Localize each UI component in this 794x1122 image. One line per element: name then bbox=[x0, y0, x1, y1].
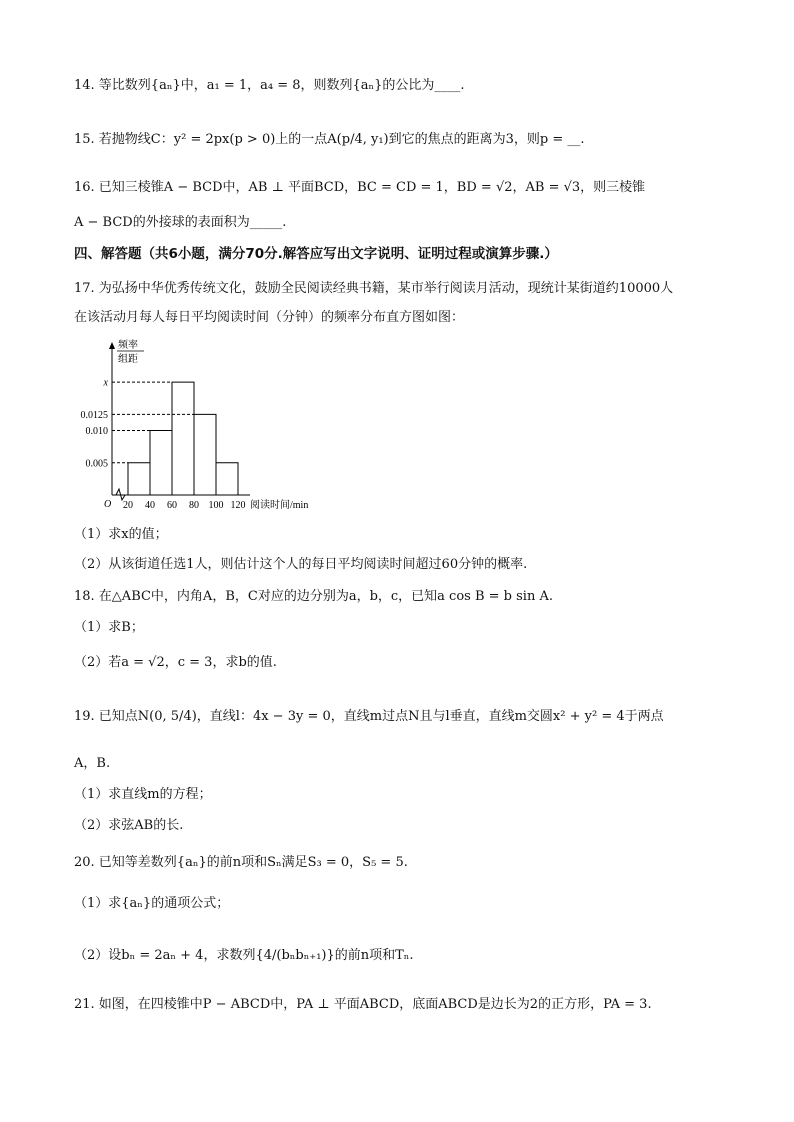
x-tick-label: 120 bbox=[230, 500, 246, 511]
x-tick-label: 100 bbox=[208, 500, 224, 511]
x-tick-label: 40 bbox=[145, 500, 155, 511]
y-axis-label-numerator: 频率 bbox=[118, 340, 138, 351]
y-tick-label: 0.005 bbox=[85, 458, 108, 470]
y-tick-label: x bbox=[103, 377, 108, 389]
question-17-line-2: 在该活动月每人每日平均阅读时间（分钟）的频率分布直方图如图： bbox=[74, 310, 465, 325]
question-17-part-1: （1）求x的值； bbox=[74, 527, 168, 542]
x-tick-label: 80 bbox=[189, 500, 199, 511]
histogram-bar bbox=[194, 414, 216, 495]
question-16-line-2: A − BCD的外接球的表面积为_____. bbox=[74, 215, 287, 230]
x-tick-label: 20 bbox=[123, 500, 133, 511]
y-tick-label: 0.0125 bbox=[80, 409, 108, 421]
histogram-bar bbox=[216, 463, 238, 495]
histogram-bar bbox=[128, 463, 150, 495]
x-axis-label: 阅读时间/min bbox=[250, 500, 309, 511]
y-tick-label: 0.010 bbox=[85, 426, 108, 437]
y-axis-arrow bbox=[109, 342, 115, 349]
question-20: 20. 已知等差数列{aₙ}的前n项和Sₙ满足S₃ = 0，S₅ = 5. bbox=[74, 855, 408, 870]
question-21: 21. 如图，在四棱锥中P − ABCD中，PA ⊥ 平面ABCD，底面ABCD是边长为2的正方形，PA = 3. bbox=[74, 997, 652, 1012]
question-16-line-1: 16. 已知三棱锥A − BCD中，AB ⊥ 平面BCD，BC = CD = 1，BD = √2，AB = √3，则三棱锥 bbox=[74, 180, 646, 195]
frequency-histogram bbox=[80, 336, 352, 516]
question-19-line-1: 19. 已知点N(0, 5/4)，直线l：4x − 3y = 0，直线m过点N且与l垂直，直线m交圆x² + y² = 4于两点 bbox=[74, 709, 664, 724]
question-15: 15. 若抛物线C：y² = 2px(p > 0)上的一点A(p/4, y₁)到它的焦点的距离为3，则p = __. bbox=[74, 132, 585, 147]
question-20-part-2: （2）设bₙ = 2aₙ + 4，求数列{4/(bₙbₙ₊₁)}的前n项和Tₙ. bbox=[74, 948, 414, 963]
question-17-part-2: （2）从该街道任选1人，则估计这个人的每日平均阅读时间超过60分钟的概率. bbox=[74, 557, 528, 572]
question-19-line-2: A，B. bbox=[74, 756, 111, 771]
question-18-part-1: （1）求B； bbox=[74, 620, 144, 635]
question-14: 14. 等比数列{aₙ}中，a₁ = 1，a₄ = 8，则数列{aₙ}的公比为____. bbox=[74, 78, 465, 93]
histogram-bar bbox=[172, 382, 194, 495]
origin-label: O bbox=[104, 499, 112, 510]
question-18: 18. 在△ABC中，内角A，B，C对应的边分别为a，b，c，已知a cos B = b sin A. bbox=[74, 589, 553, 604]
question-19-part-1: （1）求直线m的方程； bbox=[74, 787, 212, 802]
section-heading: 四、解答题（共6小题，满分70分.解答应写出文字说明、证明过程或演算步骤.） bbox=[74, 246, 558, 262]
question-17-line-1: 17. 为弘扬中华优秀传统文化，鼓励全民阅读经典书籍，某市举行阅读月活动，现统计某街道约10000人 bbox=[74, 281, 674, 296]
question-20-part-1: （1）求{aₙ}的通项公式； bbox=[74, 896, 230, 911]
question-18-part-2: （2）若a = √2，c = 3，求b的值. bbox=[74, 655, 277, 670]
y-axis-label-denominator: 组距 bbox=[118, 354, 138, 365]
x-tick-label: 60 bbox=[167, 500, 177, 511]
question-19-part-2: （2）求弦AB的长. bbox=[74, 818, 184, 833]
